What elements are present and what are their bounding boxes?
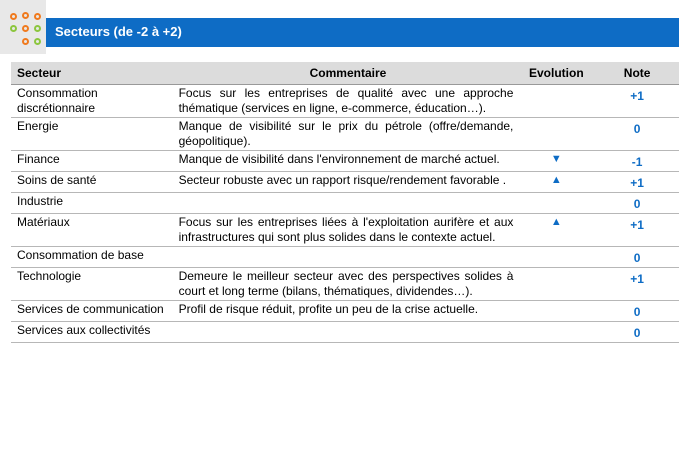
sector-cell: Consommation discrétionnaire bbox=[11, 85, 179, 118]
comment-cell bbox=[179, 247, 518, 268]
evolution-cell bbox=[517, 268, 595, 301]
comment-cell: Demeure le meilleur secteur avec des perspectives solides à court et long terme (bilans, thématiques, dividendes…). bbox=[179, 268, 518, 301]
evolution-up-icon: ▲ bbox=[517, 214, 595, 247]
sector-cell: Energie bbox=[11, 118, 179, 151]
note-cell: 0 bbox=[595, 301, 679, 322]
comment-cell: Focus sur les entreprises de qualité avec une approche thématique (services en ligne, e-commerce, éducation…). bbox=[179, 85, 518, 118]
evolution-down-icon: ▼ bbox=[517, 151, 595, 172]
note-cell: 0 bbox=[595, 322, 679, 343]
column-header-comment: Commentaire bbox=[179, 62, 518, 85]
note-cell: +1 bbox=[595, 268, 679, 301]
column-header-sector: Secteur bbox=[11, 62, 179, 85]
note-cell: 0 bbox=[595, 193, 679, 214]
note-cell: -1 bbox=[595, 151, 679, 172]
table-row bbox=[11, 193, 679, 214]
sector-cell: Services aux collectivités bbox=[11, 322, 179, 343]
column-header-evolution: Evolution bbox=[517, 62, 595, 85]
table-body bbox=[11, 85, 679, 343]
sector-cell: Consommation de base bbox=[11, 247, 179, 268]
comment-cell: Profil de risque réduit, profite un peu de la crise actuelle. bbox=[179, 301, 518, 322]
table-row bbox=[11, 322, 679, 343]
table-row bbox=[11, 214, 679, 247]
note-cell: +1 bbox=[595, 85, 679, 118]
table-row bbox=[11, 268, 679, 301]
note-cell: 0 bbox=[595, 118, 679, 151]
comment-cell: Secteur robuste avec un rapport risque/rendement favorable . bbox=[179, 172, 518, 193]
comment-cell: Manque de visibilité dans l'environnement de marché actuel. bbox=[179, 151, 518, 172]
evolution-cell bbox=[517, 247, 595, 268]
comment-cell bbox=[179, 322, 518, 343]
sector-cell: Industrie bbox=[11, 193, 179, 214]
evolution-cell bbox=[517, 85, 595, 118]
table-row bbox=[11, 151, 679, 172]
evolution-cell bbox=[517, 118, 595, 151]
sector-cell: Finance bbox=[11, 151, 179, 172]
evolution-cell bbox=[517, 193, 595, 214]
comment-cell: Manque de visibilité sur le prix du pétrole (offre/demande, géopolitique). bbox=[179, 118, 518, 151]
sector-cell: Services de communication bbox=[11, 301, 179, 322]
logo-icon bbox=[0, 0, 46, 54]
evolution-up-icon: ▲ bbox=[517, 172, 595, 193]
table-row bbox=[11, 118, 679, 151]
note-cell: 0 bbox=[595, 247, 679, 268]
evolution-cell bbox=[517, 301, 595, 322]
comment-cell: Focus sur les entreprises liées à l'exploitation aurifère et aux infrastructures qui sont plus solides dans le contexte actuel. bbox=[179, 214, 518, 247]
sector-cell: Technologie bbox=[11, 268, 179, 301]
column-header-note: Note bbox=[595, 62, 679, 85]
table-row bbox=[11, 301, 679, 322]
table-header-row bbox=[11, 62, 679, 85]
table-row bbox=[11, 85, 679, 118]
evolution-cell bbox=[517, 322, 595, 343]
note-cell: +1 bbox=[595, 172, 679, 193]
table-row bbox=[11, 247, 679, 268]
title-bar bbox=[46, 18, 679, 47]
comment-cell bbox=[179, 193, 518, 214]
table-row bbox=[11, 172, 679, 193]
header bbox=[0, 0, 686, 54]
sector-table bbox=[11, 62, 679, 343]
note-cell: +1 bbox=[595, 214, 679, 247]
sector-cell: Matériaux bbox=[11, 214, 179, 247]
page-title: Secteurs (de -2 à +2) bbox=[55, 24, 182, 39]
sector-cell: Soins de santé bbox=[11, 172, 179, 193]
